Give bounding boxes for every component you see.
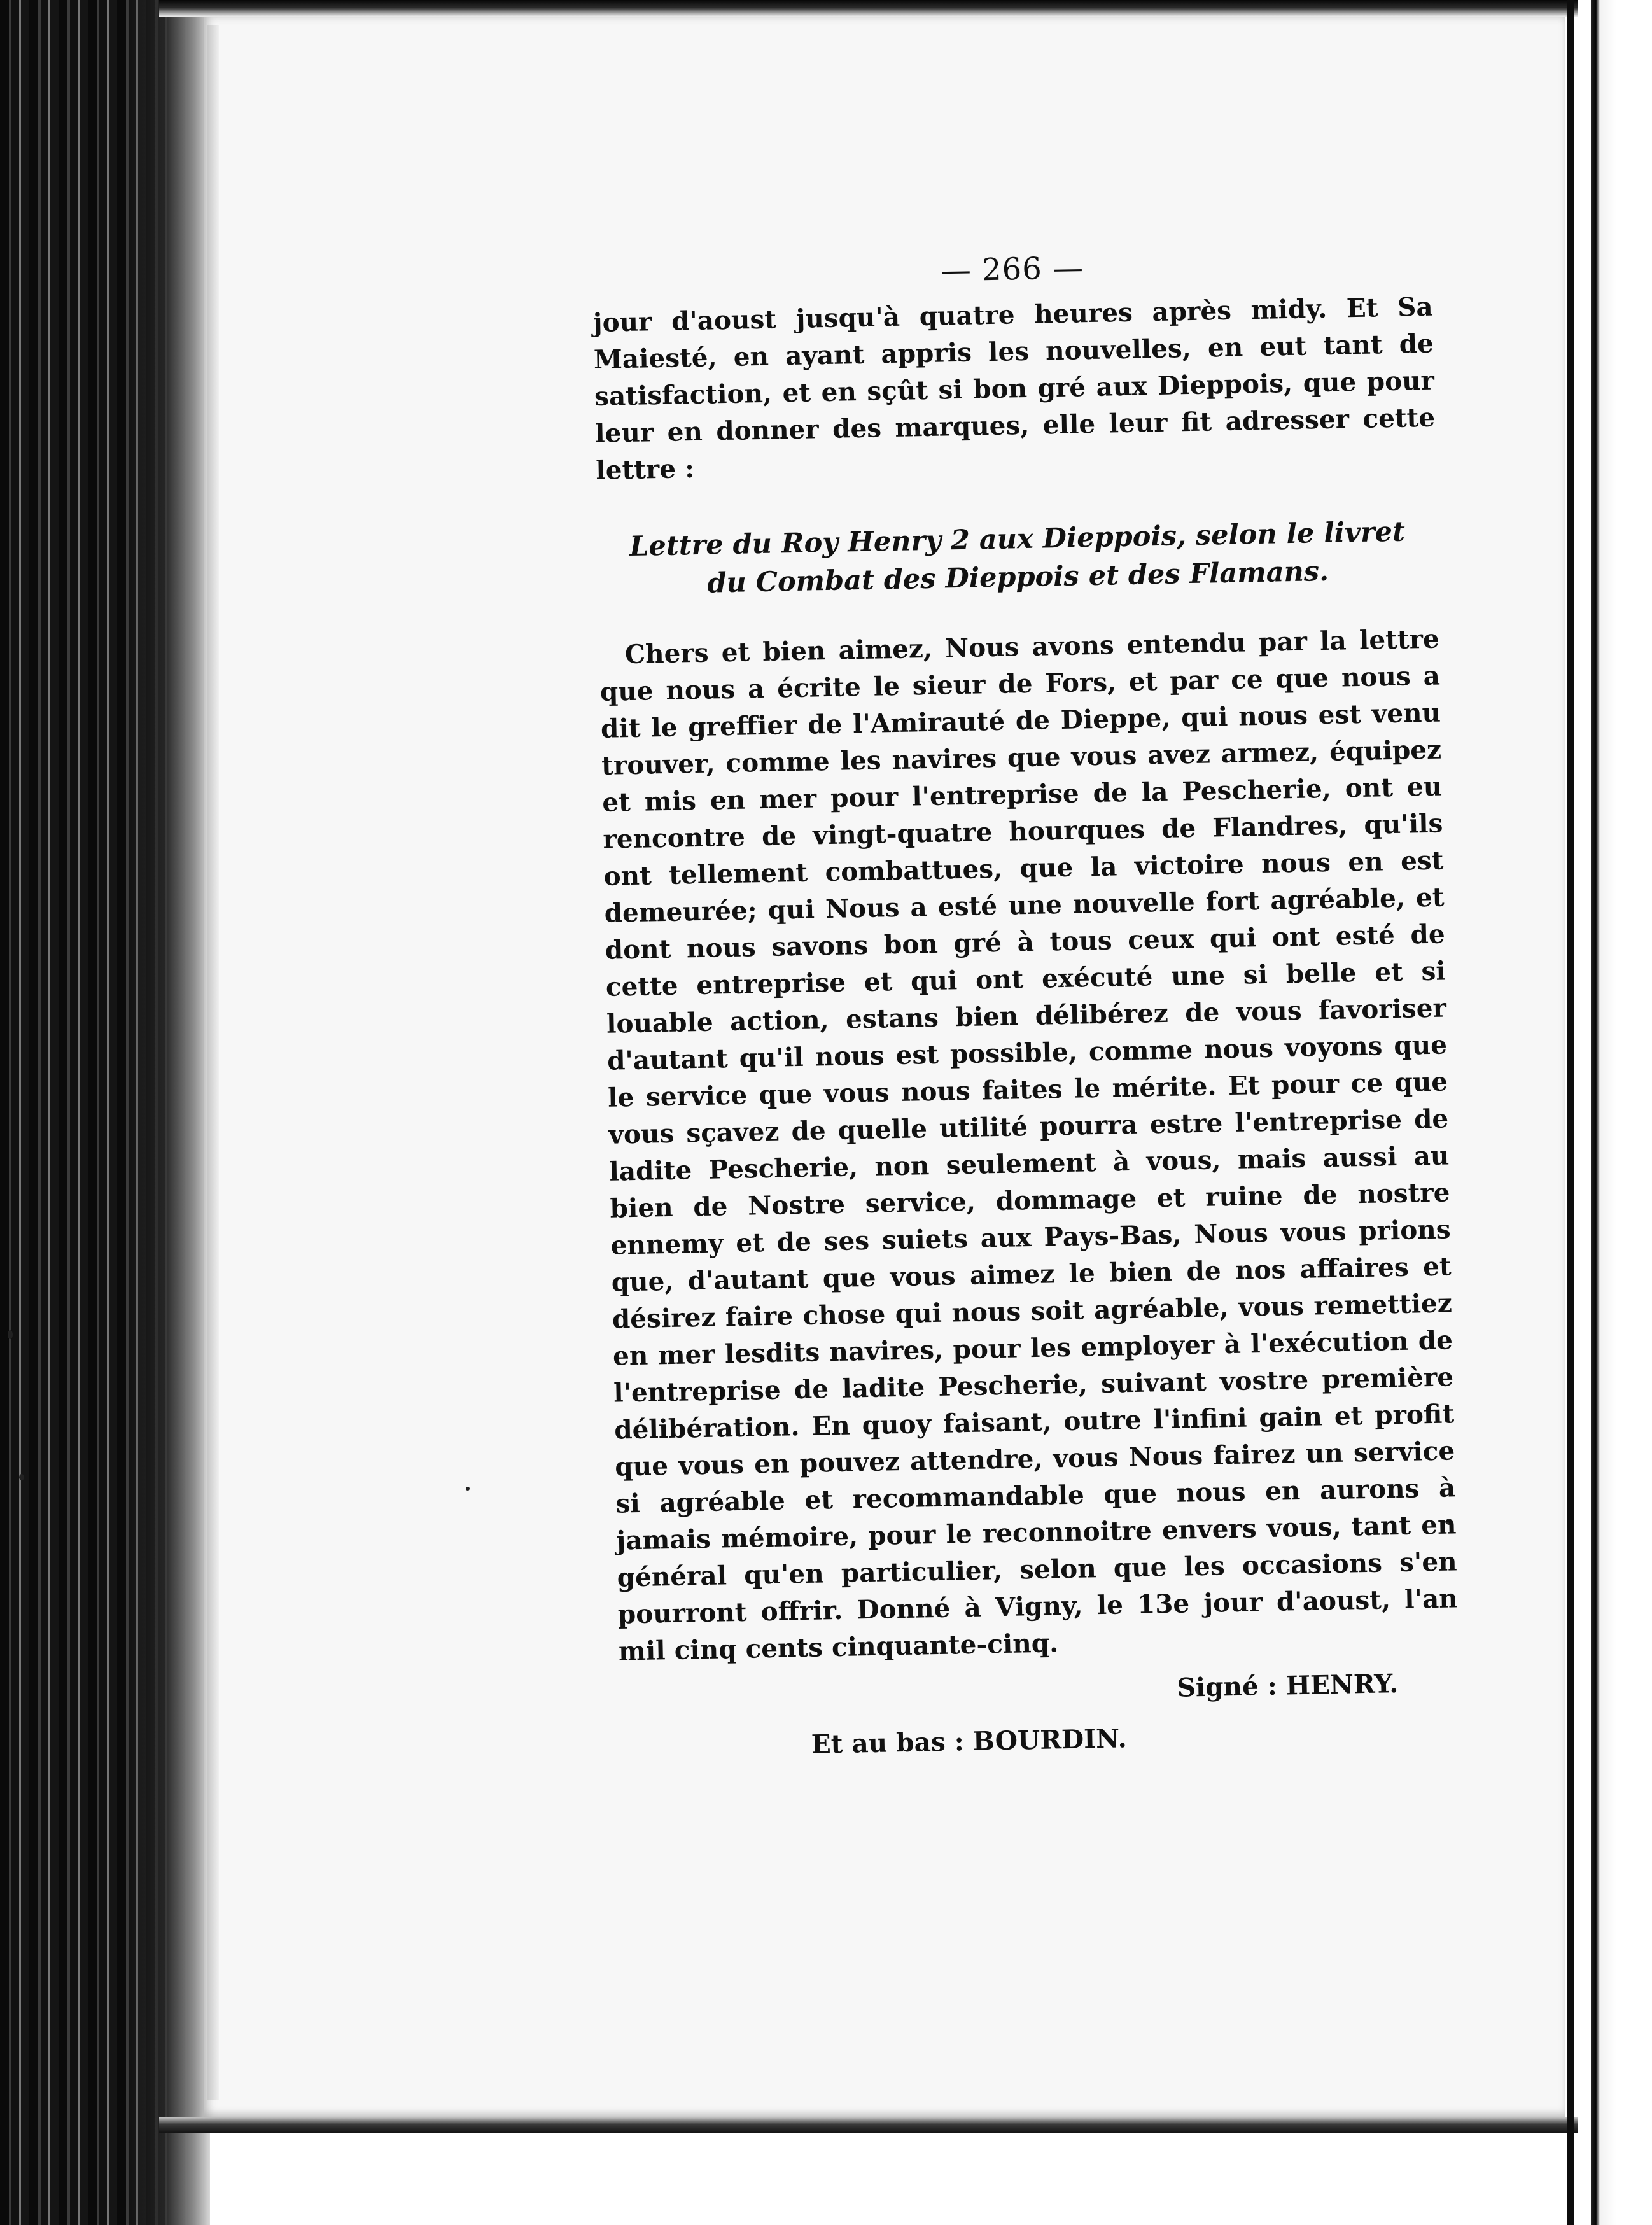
page-number: — 266 — bbox=[940, 250, 1084, 289]
signature: Signé : HENRY. bbox=[1177, 1668, 1399, 1703]
page-inner-edge bbox=[207, 25, 219, 2100]
right-border-rule bbox=[1567, 0, 1574, 2225]
letter-heading bbox=[597, 512, 1438, 605]
letter-heading-line-2: du Combat des Dieppois et des Flamans. bbox=[706, 555, 1329, 600]
top-border bbox=[159, 0, 1578, 17]
letter-heading-line-1: Lettre du Roy Henry 2 aux Dieppois, selon le livret bbox=[629, 516, 1406, 563]
bottom-border bbox=[159, 2117, 1578, 2133]
dust-speck bbox=[8, 1330, 13, 1339]
opening-paragraph: jour d'aoust jusqu'à quatre heures après midy. Et Sa Maiesté, en ayant appris les nouvelles, en eut tant de satisfaction, et en sçût si bon gré aux Dieppois, que pour leur en donner des marques, elle leur fit adresser cette lettre : bbox=[592, 291, 1436, 486]
countersignature: Et au bas : BOURDIN. bbox=[811, 1723, 1128, 1760]
letter-body: Chers et bien aimez, Nous avons entendu par la lettre que nous a écrite le sieur de Fors, et par ce que nous a dit le greffier de l'Amirauté de Dieppe, qui nous est venu trouver, comme les navires que vous avez armez, équipez et mis en mer pour l'entreprise de la Pescherie, ont eu rencontre de vingt-quatre hourques de Flandres, qu'ils ont tellement combattues, que la victoire nous en est demeurée; qui Nous a esté une nouvelle fort agréable, et dont nous savons bon gré à tous ceux qui ont esté de cette entreprise et qui ont exécuté une si belle et si louable action, estans bien délibérez de vous favoriser d'autant qu'il nous est possible, comme nous voyons que le service que vous nous faites le mérite. Et pour ce que vous sçavez de quelle utilité pourra estre l'entreprise de ladite Pescherie, non seulement à vous, mais aussi au bien de Nostre service, dommage et ruine de nostre ennemy et de ses suiets aux Pays-Bas, Nous vous prions que, d'autant que vous aimez le bien de nos affaires et désirez faire chose qui nous soit agréable, vous remettiez en mer lesdits navires, pour les employer à l'exécution de l'entreprise de ladite Pescherie, suivant vostre première délibération. En quoy faisant, outre l'infini gain et profit que vous en pouvez attendre, vous Nous fairez un service si agréable et recommandable que nous en aurons à jamais mémoire, pour le reconnoitre envers vous, tant en général qu'en particulier, selon que les occasions s'en pourront offrir. Donné à Vigny, le 13e jour d'aoust, l'an mil cinq cents cinquante-cinq. bbox=[599, 623, 1459, 1667]
text-column bbox=[592, 244, 1460, 1767]
dust-speck bbox=[19, 1474, 24, 1480]
right-border bbox=[1591, 0, 1652, 2225]
dust-speck bbox=[466, 1487, 470, 1491]
book-fore-edge-shadow bbox=[127, 0, 210, 2225]
